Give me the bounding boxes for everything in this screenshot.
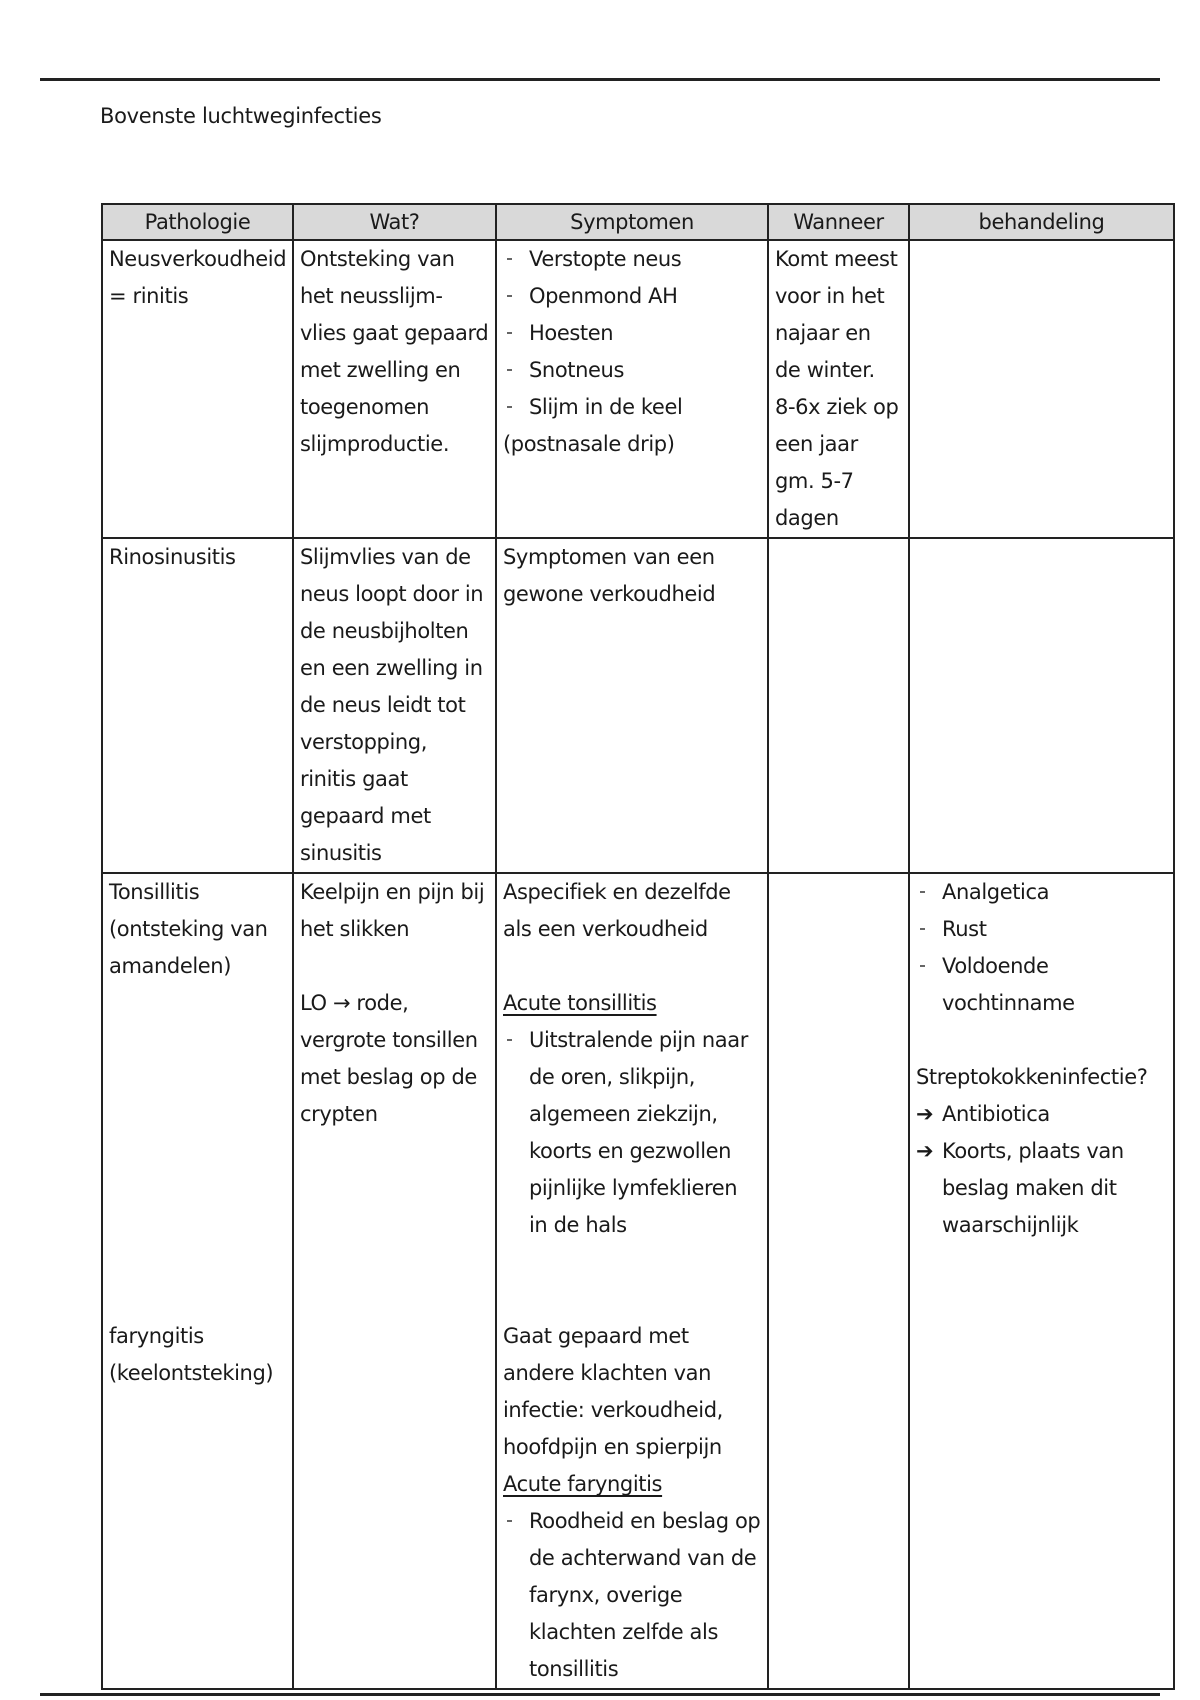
cell-pathologie <box>102 873 293 1689</box>
treatment-list <box>916 874 1167 1022</box>
cell-wanneer <box>768 538 909 873</box>
list-item: Hoesten <box>503 315 761 352</box>
spacer <box>300 948 489 985</box>
list-item-label: Antibiotica <box>942 1102 1050 1126</box>
pathology-table <box>101 203 1175 1690</box>
pathology-name-secondary: faryngitis (keelontsteking) <box>109 1324 274 1385</box>
list-item: Openmond AH <box>503 278 761 315</box>
symptom-list <box>503 1503 761 1688</box>
spacer <box>109 985 286 1318</box>
treatment-arrow-list <box>916 1096 1167 1244</box>
top-rule <box>40 78 1160 81</box>
wat-text: Keelpijn en pijn bij het slikken <box>300 880 485 941</box>
wat-text: Ontsteking van het neusslijm- vlies gaat gepaard met zwelling en toegenomen slijmproductie. <box>300 247 489 456</box>
wat-text: Slijmvlies van de neus loopt door in de neusbijholten en een zwelling in de neus leidt tot verstopping, rinitis gaat gepaard met sinusitis <box>300 545 484 865</box>
list-item: Slijm in de keel <box>503 389 761 426</box>
cell-wanneer <box>768 873 909 1689</box>
symptom-intro: Aspecifiek en dezelfde als een verkoudheid <box>503 880 731 941</box>
document-title: Bovenste luchtweginfecties <box>100 104 382 128</box>
header-pathologie: Pathologie <box>102 204 293 240</box>
table-row <box>102 240 1174 538</box>
pathology-name: Neusverkoudheid = rinitis <box>109 247 287 308</box>
table-row <box>102 538 1174 873</box>
list-item: Analgetica <box>916 874 1167 911</box>
symptom-text: Gaat gepaard met andere klachten van infectie: verkoudheid, hoofdpijn en spierpijn <box>503 1324 723 1459</box>
table-header-row <box>102 204 1174 240</box>
list-item: Voldoende vochtinname <box>916 948 1167 1022</box>
list-item: Snotneus <box>503 352 761 389</box>
cell-wanneer <box>768 240 909 538</box>
cell-symptomen <box>496 873 768 1689</box>
cell-pathologie <box>102 240 293 538</box>
cell-symptomen <box>496 240 768 538</box>
symptom-heading-tonsillitis: Acute tonsillitis <box>503 991 657 1015</box>
list-item: Roodheid en beslag op de achterwand van de farynx, overige klachten zelfde als tonsillitis <box>503 1503 761 1688</box>
header-behandeling: behandeling <box>909 204 1174 240</box>
symptom-list <box>503 241 761 426</box>
list-item <box>916 1096 1167 1133</box>
header-symptomen: Symptomen <box>496 204 768 240</box>
header-wanneer: Wanneer <box>768 204 909 240</box>
arrow-right-icon: ➔ <box>916 1139 934 1163</box>
symptom-note: (postnasale drip) <box>503 432 675 456</box>
cell-wat <box>293 240 496 538</box>
header-wat: Wat? <box>293 204 496 240</box>
symptom-text: Symptomen van een gewone verkoudheid <box>503 545 716 606</box>
bottom-rule <box>40 1693 1160 1696</box>
pathology-name: Rinosinusitis <box>109 545 236 569</box>
cell-pathologie <box>102 538 293 873</box>
pathology-name: Tonsillitis (ontsteking van amandelen) <box>109 880 268 978</box>
table-row <box>102 873 1174 1689</box>
cell-wat <box>293 538 496 873</box>
list-item-label: Koorts, plaats van beslag maken dit waarschijnlijk <box>942 1139 1124 1237</box>
cell-behandeling <box>909 538 1174 873</box>
spacer <box>503 1244 761 1318</box>
list-item: Verstopte neus <box>503 241 761 278</box>
cell-wat <box>293 873 496 1689</box>
cell-behandeling <box>909 240 1174 538</box>
list-item: Rust <box>916 911 1167 948</box>
list-item: Uitstralende pijn naar de oren, slikpijn, algemeen ziekzijn, koorts en gezwollen pijnlijke lymfeklieren in de hals <box>503 1022 761 1244</box>
symptom-list <box>503 1022 761 1244</box>
treatment-question: Streptokokkeninfectie? <box>916 1065 1148 1089</box>
cell-behandeling <box>909 873 1174 1689</box>
symptom-heading-faryngitis: Acute faryngitis <box>503 1472 663 1496</box>
list-item <box>916 1133 1167 1244</box>
cell-symptomen <box>496 538 768 873</box>
spacer <box>503 948 761 985</box>
spacer <box>916 1022 1167 1059</box>
wat-text-secondary: LO → rode, vergrote tonsillen met beslag op de crypten <box>300 991 478 1126</box>
arrow-right-icon: ➔ <box>916 1102 934 1126</box>
wanneer-text: Komt meest voor in het najaar en de winter. 8-6x ziek op een jaar gm. 5-7 dagen <box>775 247 899 530</box>
